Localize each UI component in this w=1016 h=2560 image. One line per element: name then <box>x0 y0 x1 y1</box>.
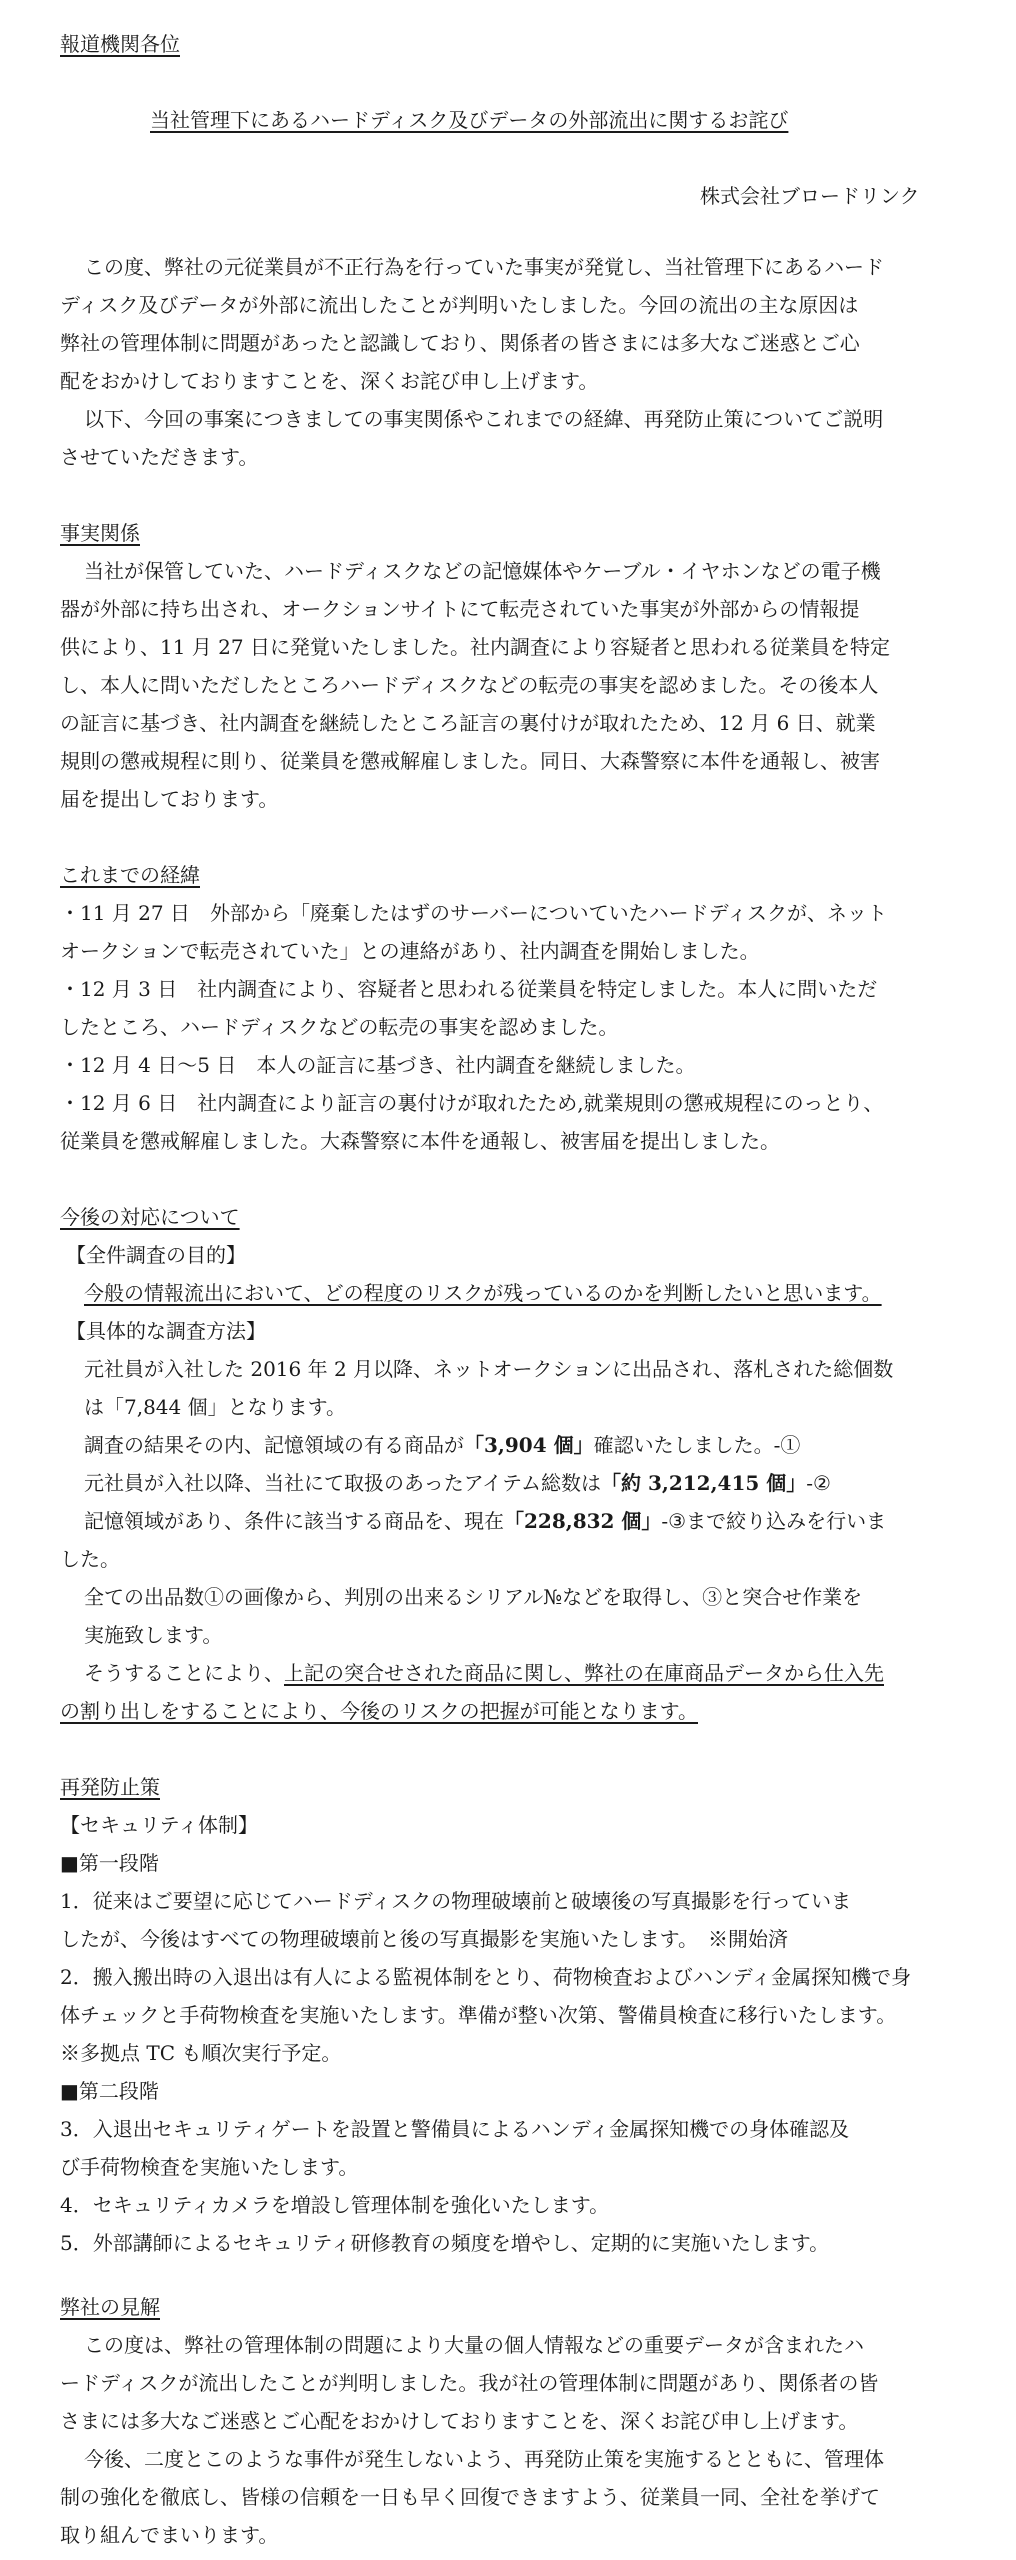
company-name: 株式会社ブロードリンク <box>700 184 920 208</box>
method-text: -③まで絞り込みを行いま <box>661 1509 887 1533</box>
intro-line: 以下、今回の事案につきましての事実関係やこれまでの経緯、再発防止策についてご説明 <box>84 407 884 431</box>
method-line <box>84 1431 800 1459</box>
prevention-line: したが、今後はすべての物理破壊前と後の写真撮影を実施いたします。 ※開始済 <box>60 1927 788 1951</box>
section-heading-facts: 事実関係 <box>60 521 140 545</box>
opinion-line: この度は、弊社の管理体制の問題により大量の個人情報などの重要データが含まれたハ <box>84 2333 864 2357</box>
history-line: したところ、ハードディスクなどの転売の事実を認めました。 <box>60 1015 619 1039</box>
method-text: 記憶領域があり、条件に該当する商品を、現在 <box>84 1509 504 1533</box>
method-line <box>84 1507 886 1535</box>
facts-line: の証言に基づき、社内調査を継続したところ証言の裏付けが取れたため、12 月 6 日、就業 <box>60 711 876 735</box>
method-label: 【具体的な調査方法】 <box>66 1319 266 1343</box>
opinion-line: さまには多大なご迷惑とご心配をおかけしておりますことを、深くお詫び申し上げます。 <box>60 2409 859 2433</box>
method-line <box>84 1659 884 1687</box>
prevention-line: 体チェックと手荷物検査を実施いたします。準備が整い次第、警備員検査に移行いたします。 <box>60 2003 897 2027</box>
facts-line: 当社が保管していた、ハードディスクなどの記憶媒体やケーブル・イヤホンなどの電子機 <box>84 559 881 583</box>
method-line: 実施致します。 <box>84 1623 223 1647</box>
history-line: オークションで転売されていた」との連絡があり、社内調査を開始しました。 <box>60 939 760 963</box>
intro-line: させていただきます。 <box>60 445 259 469</box>
prevention-line: 4．セキュリティカメラを増設し管理体制を強化いたします。 <box>60 2193 610 2217</box>
history-line: ・12 月 4 日～5 日 本人の証言に基づき、社内調査を継続しました。 <box>60 1053 696 1077</box>
section-heading-opinion: 弊社の見解 <box>60 2295 160 2319</box>
facts-line: 器が外部に持ち出され、オークションサイトにて転売されていた事実が外部からの情報提 <box>60 597 860 621</box>
opinion-line: 取り組んでまいります。 <box>60 2523 279 2547</box>
section-heading-response: 今後の対応について <box>60 1205 240 1229</box>
prevention-line: ※多拠点 TC も順次実行予定。 <box>60 2041 342 2065</box>
intro-line: ディスク及びデータが外部に流出したことが判明いたしました。今回の流出の主な原因は <box>60 293 859 317</box>
method-text: -② <box>806 1471 831 1495</box>
prevention-line: 5．外部講師によるセキュリティ研修教育の頻度を増やし、定期的に実施いたします。 <box>60 2231 830 2255</box>
prevention-line: 1．従来はご要望に応じてハードディスクの物理破壊前と破壊後の写真撮影を行っていま <box>60 1889 852 1913</box>
opinion-line: 今後、二度とこのような事件が発生しないよう、再発防止策を実施するとともに、管理体 <box>84 2447 884 2471</box>
history-line: 従業員を懲戒解雇しました。大森警察に本件を通報し、被害届を提出しました。 <box>60 1129 780 1153</box>
purpose-text: 今般の情報流出において、どの程度のリスクが残っているのかを判断したいと思います。 <box>84 1281 882 1305</box>
section-heading-prevention: 再発防止策 <box>60 1775 160 1799</box>
section-heading-history: これまでの経緯 <box>60 863 200 887</box>
opinion-line: 制の強化を徹底し、皆様の信頼を一日も早く回復できますよう、従業員一同、全社を挙げて <box>60 2485 880 2509</box>
purpose-label: 【全件調査の目的】 <box>66 1243 246 1267</box>
intro-line: 配をおかけしておりますことを、深くお詫び申し上げます。 <box>60 369 599 393</box>
prevention-line: 2．搬入搬出時の入退出は有人による監視体制をとり、荷物検査およびハンディ金属探知機で身 <box>60 1965 912 1989</box>
method-text-underlined: 上記の突合せされた商品に関し、弊社の在庫商品データから仕入先 <box>284 1661 884 1685</box>
method-line: 元社員が入社した 2016 年 2 月以降、ネットオークションに出品され、落札された総個数 <box>84 1357 894 1381</box>
addressee: 報道機関各位 <box>60 32 180 56</box>
phase-label: ■第二段階 <box>60 2079 159 2103</box>
narrowed-item-count: 「228,832 個」 <box>504 1509 662 1533</box>
method-line: した。 <box>60 1547 120 1571</box>
method-line: は「7,844 個」となります。 <box>84 1395 347 1419</box>
opinion-line: ードディスクが流出したことが判明しました。我が社の管理体制に問題があり、関係者の皆 <box>60 2371 879 2395</box>
total-item-count: 「約 3,212,415 個」 <box>601 1471 807 1495</box>
prevention-line: び手荷物検査を実施いたします。 <box>60 2155 359 2179</box>
document-title: 当社管理下にあるハードディスク及びデータの外部流出に関するお詫び <box>150 108 789 132</box>
method-line: 全ての出品数①の画像から、判別の出来るシリアル№などを取得し、③と突合せ作業を <box>84 1585 863 1609</box>
history-line: ・12 月 6 日 社内調査により証言の裏付けが取れたため,就業規則の懲戒規程にのっとり、 <box>60 1091 884 1115</box>
method-text: 確認いたしました。-① <box>593 1433 801 1457</box>
prevention-line: 3．入退出セキュリティゲートを設置と警備員によるハンディ金属探知機での身体確認及 <box>60 2117 850 2141</box>
method-line <box>84 1469 831 1497</box>
intro-line: この度、弊社の元従業員が不正行為を行っていた事実が発覚し、当社管理下にあるハード <box>84 255 884 279</box>
facts-line: し、本人に問いただしたところハードディスクなどの転売の事実を認めました。その後本人 <box>60 673 879 697</box>
facts-line: 届を提出しております。 <box>60 787 279 811</box>
security-label: 【セキュリティ体制】 <box>60 1813 258 1837</box>
facts-line: 供により、11 月 27 日に発覚いたしました。社内調査により容疑者と思われる従業員を特定 <box>60 635 890 659</box>
facts-line: 規則の懲戒規程に則り、従業員を懲戒解雇しました。同日、大森警察に本件を通報し、被害 <box>60 749 880 773</box>
phase-label: ■第一段階 <box>60 1851 159 1875</box>
storage-item-count: 「3,904 個」 <box>464 1433 594 1457</box>
method-line: の割り出しをすることにより、今後のリスクの把握が可能となります。 <box>60 1699 698 1723</box>
history-line: ・12 月 3 日 社内調査により、容疑者と思われる従業員を特定しました。本人に問いただ <box>60 977 878 1001</box>
method-text: 調査の結果その内、記憶領域の有る商品が <box>84 1433 464 1457</box>
method-text: そうすることにより、 <box>84 1661 284 1685</box>
intro-line: 弊社の管理体制に問題があったと認識しており、関係者の皆さまには多大なご迷惑とご心 <box>60 331 860 355</box>
method-text: 元社員が入社以降、当社にて取扱のあったアイテム総数は <box>84 1471 601 1495</box>
history-line: ・11 月 27 日 外部から「廃棄したはずのサーバーについていたハードディスクが、ネット <box>60 901 887 925</box>
